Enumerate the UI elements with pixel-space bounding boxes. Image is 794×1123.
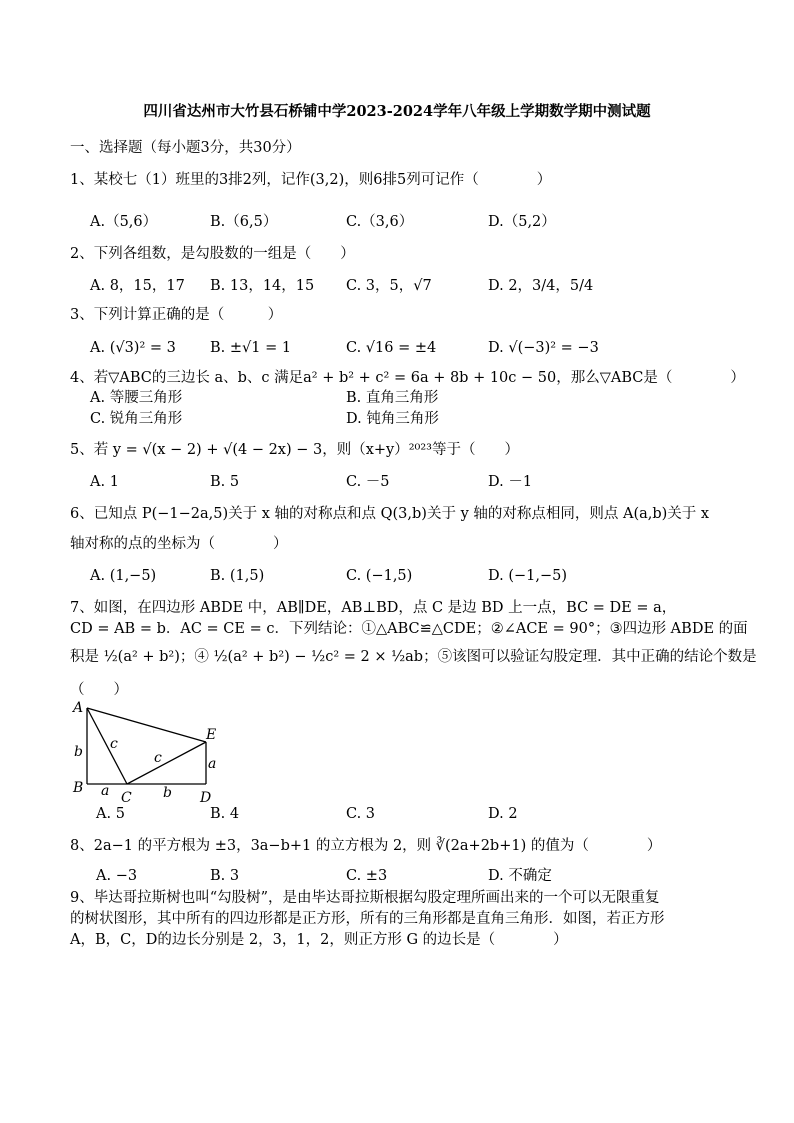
quadrilateral-figure (70, 696, 230, 806)
q9-stem-line1: 9、毕达哥拉斯树也叫“勾股树”，是由毕达哥拉斯根据勾股定理所画出来的一个可以无限重复 (70, 890, 660, 906)
q5-option-c: C. －5 (346, 474, 390, 490)
q8-stem: 8、2a−1 的平方根为 ±3，3a−b+1 的立方根为 2，则 ∛(2a+2b+1) 的值为（ ） (70, 838, 662, 854)
label-de-length: a (208, 756, 217, 772)
q7-option-c: C. 3 (346, 806, 376, 822)
q6-option-a: A. (1,−5) (90, 568, 157, 584)
q6-stem-line2: 轴对称的点的坐标为（ ） (70, 536, 288, 552)
q2-stem: 2、下列各组数，是勾股数的一组是（ ） (70, 246, 355, 262)
q4-stem: 4、若▽ABC的三边长 a、b、c 满足a² + b² + c² = 6a + 8b + 10c − 50，那么▽ABC是（ ） (70, 370, 745, 386)
q6-option-d: D. (−1,−5) (488, 568, 567, 584)
label-ce-length: c (154, 750, 162, 766)
q3-option-c: C. √16 = ±4 (346, 340, 437, 356)
q1-stem: 1、某校七（1）班里的3排2列，记作(3,2)，则6排5列可记作（ ） (70, 172, 552, 188)
q3-stem: 3、下列计算正确的是（ ） (70, 307, 283, 323)
label-c-vertex: C (121, 790, 132, 806)
q2-option-b: B. 13，14，15 (210, 278, 315, 294)
label-bc-length: a (101, 783, 110, 799)
q5-option-a: A. 1 (90, 474, 119, 490)
q2-option-d: D. 2，3/4，5/4 (488, 278, 594, 294)
q7-stem-line4: （ ） (70, 682, 128, 698)
q6-stem-line1: 6、已知点 P(−1−2a,5)关于 x 轴的对称点和点 Q(3,b)关于 y 轴的对称点相同，则点 A(a,b)关于 x (70, 506, 710, 522)
q1-option-a: A.（5,6） (90, 214, 158, 230)
q8-option-a: A. −3 (96, 868, 138, 884)
segment-ac (87, 708, 127, 784)
q3-option-a: A. (√3)² = 3 (90, 340, 176, 356)
q1-option-b: B.（6,5） (210, 214, 278, 230)
q1-option-c: C.（3,6） (346, 214, 414, 230)
q2-option-c: C. 3，5，√7 (346, 278, 432, 294)
q7-stem-line1: 7、如图，在四边形 ABDE 中，AB∥DE，AB⊥BD，点 C 是边 BD 上一点，BC = DE = a， (70, 600, 677, 616)
q9-stem-line3: A，B，C，D的边长分别是 2，3，1，2，则正方形 G 的边长是（ ） (70, 932, 568, 948)
q5-option-b: B. 5 (210, 474, 240, 490)
q5-stem: 5、若 y = √(x − 2) + √(4 − 2x) − 3，则（x+y）²⁰²³等于（ ） (70, 442, 519, 458)
q7-stem-line3: 积是 ½(a² + b²)；④ ½(a² + b²) − ½c² = 2 × ½ab；⑤该图可以验证勾股定理．其中正确的结论个数是 (70, 649, 757, 665)
q7-option-b: B. 4 (210, 806, 240, 822)
q4-option-a: A. 等腰三角形 (90, 390, 183, 406)
q7-option-a: A. 5 (96, 806, 125, 822)
q7-option-d: D. 2 (488, 806, 518, 822)
label-ab-length: b (74, 744, 83, 760)
q9-stem-line2: 的树状图形，其中所有的四边形都是正方形，所有的三角形都是直角三角形．如图，若正方形 (70, 911, 665, 927)
section-heading: 一、选择题（每小题3分，共30分） (70, 140, 301, 156)
q8-option-c: C. ±3 (346, 868, 388, 884)
q4-option-b: B. 直角三角形 (346, 390, 439, 406)
q8-option-b: B. 3 (210, 868, 240, 884)
q6-option-b: B. (1,5) (210, 568, 265, 584)
label-a-vertex: A (73, 700, 84, 716)
label-d-vertex: D (200, 790, 212, 806)
q2-option-a: A. 8，15，17 (90, 278, 185, 294)
q3-option-b: B. ±√1 = 1 (210, 340, 292, 356)
q4-option-d: D. 钝角三角形 (346, 411, 439, 427)
q5-option-d: D. －1 (488, 474, 533, 490)
q3-option-d: D. √(−3)² = −3 (488, 340, 599, 356)
q4-option-c: C. 锐角三角形 (90, 411, 183, 427)
segment-ce (127, 742, 206, 784)
q6-option-c: C. (−1,5) (346, 568, 413, 584)
label-b-vertex: B (73, 780, 84, 796)
q7-stem-line2: CD = AB = b．AC = CE = c．下列结论：①△ABC≌△CDE；②∠ACE = 90°；③四边形 ABDE 的面 (70, 621, 748, 637)
label-cd-length: b (163, 785, 172, 801)
segment-ae (87, 708, 206, 742)
label-ac-length: c (110, 736, 118, 752)
q1-option-d: D.（5,2） (488, 214, 556, 230)
label-e-vertex: E (206, 727, 217, 743)
q8-option-d: D. 不确定 (488, 868, 552, 884)
page-title: 四川省达州市大竹县石桥铺中学2023-2024学年八年级上学期数学期中测试题 (143, 103, 651, 120)
